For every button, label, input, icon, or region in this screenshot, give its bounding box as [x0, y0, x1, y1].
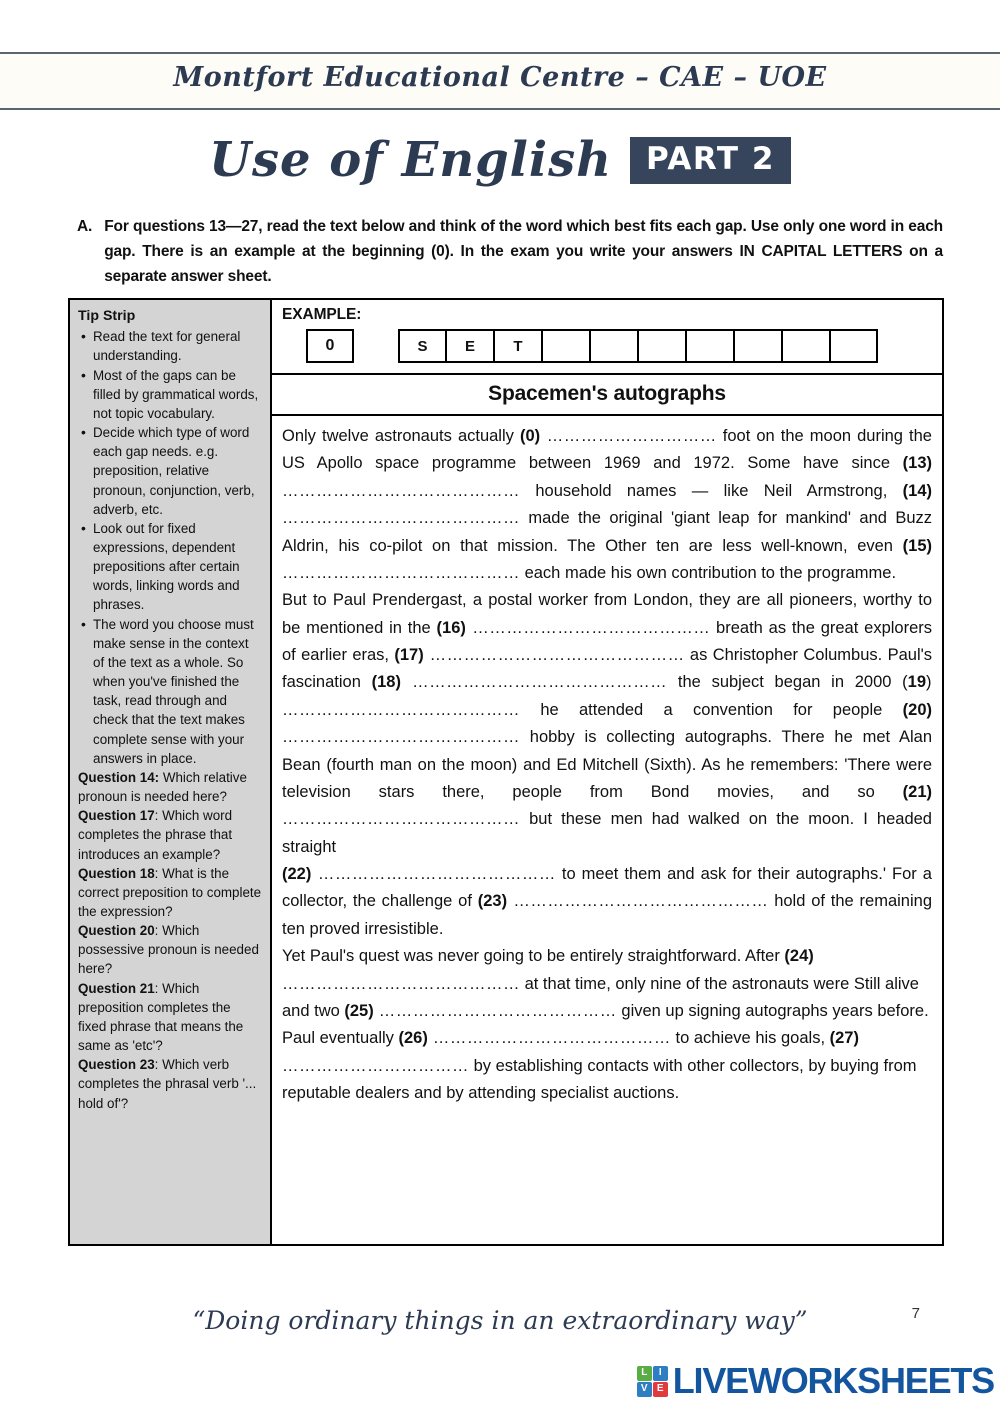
tip-question-hint-3 — [78, 921, 262, 978]
gap-number: (27) — [829, 1029, 859, 1048]
passage-text: breath as the great explorers of earlier eras, — [282, 618, 933, 664]
gap-blank[interactable]: ……………………………………… — [400, 673, 668, 692]
answer-cell-4[interactable] — [590, 329, 638, 363]
example-label: EXAMPLE: — [282, 306, 362, 323]
tip-strip-title: Tip Strip — [78, 308, 136, 324]
passage-text: by establishing contacts with other collectors, by buying from reputable dealers and by attending specialist auctions. — [282, 1056, 917, 1102]
passage-text: as Christopher Columbus. Paul's fascination — [282, 646, 933, 692]
passage-text: to achieve his goals, — [670, 1029, 830, 1048]
gap-blank[interactable]: …………………………………… — [282, 974, 520, 993]
passage-text: hobby is collecting autographs. There he met Alan Bean (fourth man on the moon) and Ed Mitchell (Sixth). As he remembers: 'There were television stars there, people from Bond movies, and so — [282, 728, 932, 801]
tip-bullet-2: • Decide which type of word each gap needs. e.g. preposition, relative pronoun, conjunction, verb, adverb, etc. — [93, 423, 262, 519]
gap-blank[interactable]: …………………………………… — [282, 810, 520, 829]
gap-number: (22) — [282, 865, 312, 883]
gap-number: (0) — [519, 427, 541, 445]
passage-paragraph-0 — [282, 423, 932, 587]
tip-bullet-4: • The word you choose must make sense in the context of the text as a whole. So when you've finished the task, read through and check that the text makes complete sense with your answers in place. — [93, 615, 262, 768]
passage-text: hold of the remaining ten proved irresistible. — [282, 892, 932, 938]
gap-number: (15) — [902, 536, 932, 555]
instructions-block — [77, 214, 943, 289]
liveworksheets-wordmark: LIVEWORKSHEETS — [672, 1360, 994, 1401]
answer-cell-8[interactable] — [782, 329, 830, 363]
passage-text: but these men had walked on the moon. I headed straight — [282, 810, 932, 856]
gap-blank[interactable]: ……………………………………… — [423, 646, 685, 664]
tip-question-hint-label: Question 14: — [78, 769, 160, 785]
passage-text: But to Paul Prendergast, a postal worker from London, they are all pioneers, worthy to be mentioned in the — [282, 591, 932, 637]
gap-blank[interactable]: …………………………… — [282, 1056, 469, 1075]
answer-cell-1[interactable]: E — [446, 329, 494, 363]
passage-text: to meet them and ask for their autographs.' For a collector, the challenge of — [282, 865, 932, 911]
passage-title: Spacemen's autographs — [272, 375, 942, 416]
passage-paragraph-2 — [282, 861, 932, 943]
gap-number: (14) — [902, 481, 932, 500]
passage-text: he attended a convention for people — [520, 700, 903, 719]
footer-tagline: “Doing ordinary things in an extraordinary way” — [192, 1306, 808, 1335]
task-pane — [272, 300, 942, 1244]
gap-blank[interactable]: …………………………………… — [373, 1001, 617, 1020]
gap-number: 19 — [907, 673, 927, 692]
logo-tile-v: V — [637, 1382, 652, 1397]
tip-question-hint-4 — [78, 979, 262, 1056]
example-answer-row — [282, 329, 932, 363]
gap-number: (18) — [371, 673, 401, 692]
gap-blank[interactable]: …………………………………… — [282, 509, 520, 528]
gap-number: (16) — [436, 618, 466, 637]
part-badge: PART 2 — [630, 137, 791, 184]
masthead-banner — [0, 52, 1000, 110]
answer-cell-3[interactable] — [542, 329, 590, 363]
answer-cell-6[interactable] — [686, 329, 734, 363]
gap-number: (20) — [902, 700, 932, 719]
tip-question-hint-text: : Which verb completes the phrasal verb '... hold of'? — [78, 1057, 257, 1111]
tip-question-hint-label: Question 21 — [78, 980, 155, 996]
tip-bullet-3: • Look out for fixed expressions, dependent prepositions after certain words, linking words and phrases. — [93, 519, 262, 615]
gap-number: (13) — [902, 454, 932, 473]
gap-number: (23) — [477, 892, 508, 911]
passage-paragraph-1 — [282, 587, 932, 861]
gap-blank[interactable]: …………………………………… — [465, 618, 711, 637]
passage-text: made the original 'giant leap for mankind' and Buzz Aldrin, his co-pilot on that mission. The Other ten are less well-known, even — [282, 509, 932, 555]
answer-cell-2[interactable]: T — [494, 329, 542, 363]
tip-question-hint-text: Which relative pronoun is needed here? — [78, 769, 247, 805]
tip-question-hint-text: : Which preposition completes the fixed phrase that means the same as 'etc'? — [78, 980, 244, 1054]
tip-question-hint-label: Question 23 — [78, 1057, 155, 1073]
passage-text: at that time, only nine of the astronauts were Still alive and two — [282, 974, 919, 1020]
example-answer-grid[interactable] — [398, 329, 878, 363]
example-block — [272, 300, 942, 375]
tip-question-hint-text: : Which word completes the phrase that introduces an example? — [78, 808, 233, 862]
tip-question-hint-text: : Which possessive pronoun is needed here? — [78, 923, 259, 977]
passage-body — [272, 416, 942, 1244]
example-question-number: 0 — [306, 329, 354, 363]
passage-text: each made his own contribution to the programme. — [520, 563, 897, 582]
passage-text: foot on the moon during the US Apollo space programme between 1969 and 1972. Some have since — [282, 427, 932, 473]
logo-tile-i: I — [653, 1366, 668, 1381]
passage-paragraph-3 — [282, 943, 932, 1107]
gap-number: (17) — [394, 646, 424, 664]
gap-blank[interactable]: …………………………………… — [282, 563, 520, 582]
tip-strip-panel — [70, 300, 272, 1244]
tip-question-hint-label: Question 17 — [78, 808, 155, 824]
tip-question-hint-1 — [78, 806, 262, 863]
gap-blank[interactable]: ………………………… — [540, 427, 717, 445]
page-title: Use of English — [209, 132, 613, 188]
answer-cell-5[interactable] — [638, 329, 686, 363]
gap-number: (24) — [784, 947, 814, 966]
passage-text: Only twelve astronauts actually — [282, 427, 520, 445]
gap-number: (26) — [398, 1029, 428, 1048]
tip-question-hint-0 — [78, 768, 262, 806]
liveworksheets-logo[interactable] — [637, 1360, 994, 1401]
page-number: 7 — [911, 1305, 920, 1322]
passage-text: the subject began in 2000 ( — [667, 673, 908, 692]
passage-text: household names — like Neil Armstrong, — [520, 481, 903, 500]
passage-text: given up signing autographs years before. Paul eventually — [282, 1001, 929, 1048]
gap-blank[interactable]: …………………………………… — [282, 481, 520, 500]
tip-question-hint-5 — [78, 1055, 262, 1112]
tip-question-hint-text: : What is the correct preposition to complete the expression? — [78, 865, 262, 919]
gap-blank[interactable]: …………………………………… — [427, 1029, 671, 1048]
tip-strip-bullet-list — [78, 327, 262, 768]
gap-number: (21) — [902, 782, 932, 801]
liveworksheets-logo-tiles — [637, 1366, 668, 1397]
gap-blank[interactable]: …………………………………… — [311, 865, 556, 883]
logo-tile-l: L — [637, 1366, 652, 1381]
page-title-row — [0, 125, 1000, 195]
answer-cell-0[interactable]: S — [398, 329, 446, 363]
tip-bullet-1: • Most of the gaps can be filled by grammatical words, not topic vocabulary. — [93, 366, 262, 423]
instructions-text: For questions 13—27, read the text below and think of the word which best fits each gap. Use only one word in each gap. There is an example at the beginning (0). In the exam you write your answers IN CAPITAL LETTERS on a separate answer sheet. — [104, 218, 943, 286]
tip-question-hint-label: Question 18 — [78, 865, 155, 881]
masthead-title: Montfort Educational Centre – CAE – UOE — [173, 62, 827, 93]
tip-strip-question-hints — [78, 768, 262, 1113]
passage-text: Yet Paul's quest was never going to be entirely straightforward. After — [282, 947, 785, 966]
gap-blank[interactable]: …………………………………… — [282, 728, 520, 747]
gap-number: (25) — [344, 1001, 374, 1020]
logo-tile-e: E — [653, 1382, 668, 1397]
tip-question-hint-2 — [78, 864, 262, 921]
gap-blank[interactable]: ) …………………………………… — [282, 673, 933, 719]
answer-cell-7[interactable] — [734, 329, 782, 363]
tip-question-hint-label: Question 20 — [78, 923, 155, 939]
answer-cell-9[interactable] — [830, 329, 878, 363]
instructions-marker: A. — [77, 218, 93, 235]
worksheet-table — [68, 298, 944, 1246]
tip-bullet-0: • Read the text for general understanding. — [93, 327, 262, 365]
gap-blank[interactable]: ……………………………………… — [507, 892, 769, 911]
